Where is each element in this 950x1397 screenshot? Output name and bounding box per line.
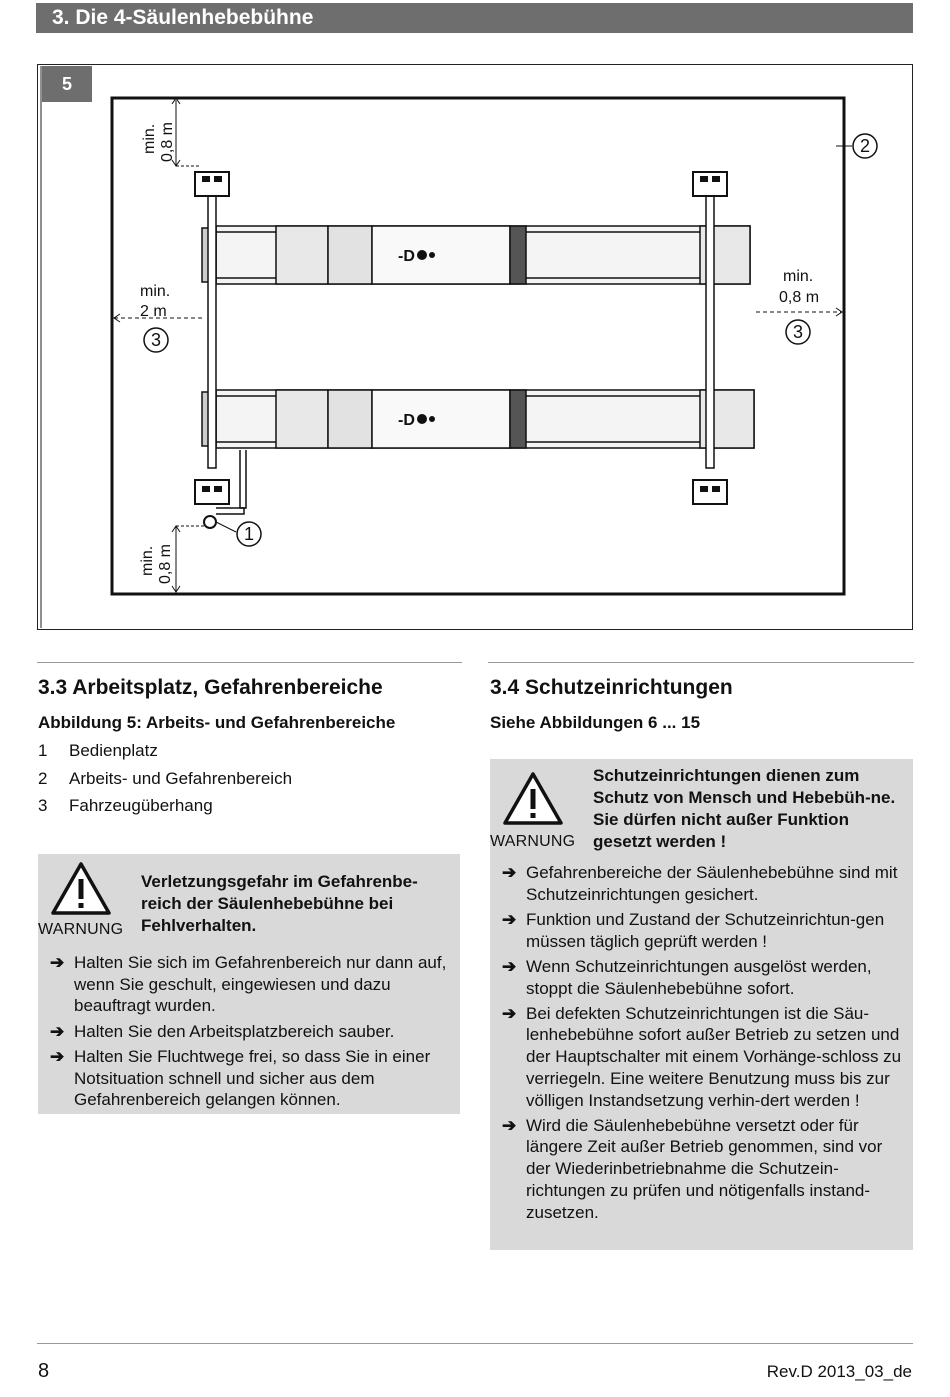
dim-top-left-a: min. [141,123,158,154]
protection-instructions [490,862,908,1227]
dim-left-a: min. [140,283,171,300]
warning-triangle-icon [502,770,564,826]
callout-2-label: 2 [859,136,871,156]
warning-instructions [38,952,456,1114]
svg-text:-D: -D [398,412,415,429]
figure-caption: Abbildung 5: Arbeits- und Gefahrenbereiche [38,713,396,732]
runway-rail-top [202,226,750,284]
warning-label: WARNUNG [490,833,576,850]
footer-rule [37,1343,913,1344]
dim-bottom-b: 0,8 m [157,543,174,584]
list-item: ➔ Bei defekten Schutzeinrichtungen ist die Säu-lenhebebühne sofort außer Betrieb zu setzen und der Hauptschalter mit einem Vorhänge-schloss zu verriegeln. Eine weitere Benutzung muss bis zur völligen Instandsetzung verhin-dert werden ! [502,1003,902,1110]
list-item: ➔ Halten Sie sich im Gefahrenbereich nur dann auf, wenn Sie geschult, eingewiesen und dazu beauftragt wurden. [50,953,447,1016]
lift-posts [195,172,727,504]
dim-left-b: 2 m [140,303,167,320]
runway-rail-bottom [202,390,754,448]
lift-layout-diagram [0,0,950,640]
dim-bottom-a: min. [139,545,156,576]
dim-bottom-left [139,544,174,584]
legend-item: 3 Fahrzeugüberhang [38,796,213,815]
section-rule-right [488,662,914,663]
callout-3-left-label: 3 [150,330,162,350]
dim-top-left [141,122,176,162]
warning-heading: Verletzungsgefahr im Gefahrenbe-reich der Säulenhebebühne bei Fehlverhalten. [141,872,418,935]
warning-label: WARNUNG [38,921,124,938]
arrow-right-icon: ➔ [50,953,65,972]
arrow-right-icon: ➔ [502,863,517,882]
list-item: ➔ Funktion und Zustand der Schutzeinrichtun-gen müssen täglich geprüft werden ! [502,909,885,951]
list-item: ➔ Wird die Säulenhebebühne versetzt oder für längere Zeit außer Betrieb genommen, sind vor der Wiederinbetriebnahme die Schutzein-richtungen zu prüfen und nötigenfalls instand-zusetzen. [502,1115,883,1222]
legend-item: 2 Arbeits- und Gefahrenbereich [38,768,293,788]
arrow-right-icon: ➔ [50,1021,65,1041]
figure-number: 5 [42,66,92,102]
figure-legend [38,737,292,820]
arrow-right-icon: ➔ [50,1046,65,1066]
chapter-header: 3. Die 4-Säulenhebebühne [36,3,913,33]
arrow-right-icon: ➔ [502,956,517,976]
list-item: ➔ Wenn Schutzeinrichtungen ausgelöst werden, stoppt die Säulenhebebühne sofort. [502,956,872,998]
revision-label: Rev.D 2013_03_de [766,1362,912,1381]
section-rule-left [37,662,462,663]
svg-text:-D: -D [398,248,415,265]
warning-heading: Schutzeinrichtungen dienen zum Schutz von Mensch und Hebebüh-ne. Sie dürfen nicht außer Funktion gesetzt werden ! [593,766,896,851]
list-item: ➔ Halten Sie den Arbeitsplatzbereich sauber. [50,1021,395,1041]
callout-1-label: 1 [243,524,255,544]
list-item: ➔ Gefahrenbereiche der Säulenhebebühne sind mit Schutzeinrichtungen gesichert. [502,863,898,904]
list-item: ➔ Halten Sie Fluchtwege frei, so dass Sie in einer Notsituation schnell und sicher aus dem Gefahrenbereich gelangen können. [50,1046,431,1110]
section-3-3-title: 3.3 Arbeitsplatz, Gefahrenbereiche [38,676,383,699]
dim-right-a: min. [783,268,814,285]
warning-box-right [490,759,913,1250]
arrow-right-icon: ➔ [502,909,517,929]
control-station [204,516,216,528]
section-3-4-title: 3.4 Schutzeinrichtungen [490,676,733,699]
dim-right-b: 0,8 m [779,289,820,306]
callout-3-right-label: 3 [792,322,804,342]
warning-triangle-icon [50,860,112,916]
warning-box-left [38,854,460,1114]
legend-item: 1 Bedienplatz [38,741,158,760]
arrow-right-icon: ➔ [502,1115,517,1135]
dim-top-left-b: 0,8 m [159,121,176,162]
arrow-right-icon: ➔ [502,1003,517,1023]
section-subtitle: Siehe Abbildungen 6 ... 15 [490,713,701,732]
page-number: 8 [38,1360,50,1382]
